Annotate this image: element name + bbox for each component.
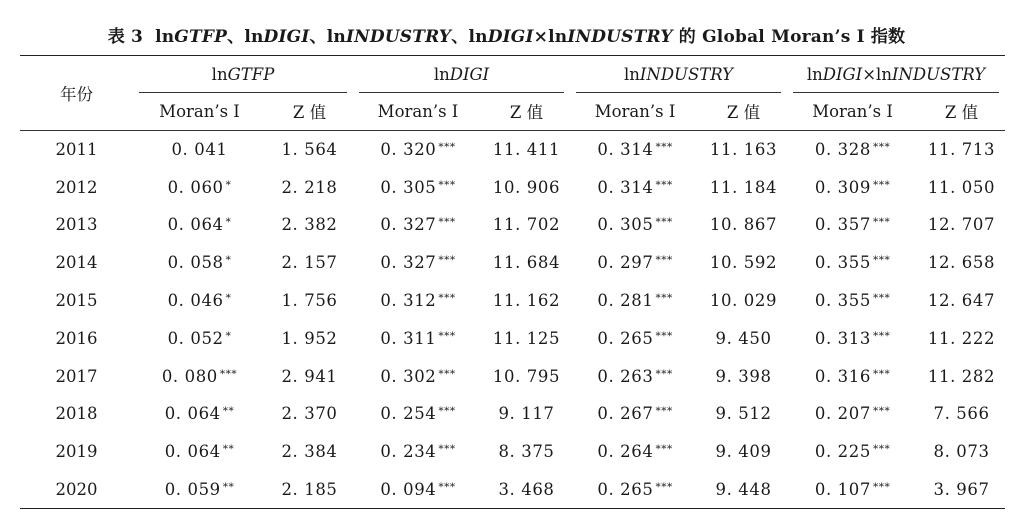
cell-value: 0. 357 xyxy=(814,215,871,235)
year-cell: 2014 xyxy=(55,253,98,273)
significance-stars: *** xyxy=(872,216,891,229)
z-value-cell xyxy=(266,206,353,244)
morans-i-cell xyxy=(133,471,266,509)
cell-value: 0. 314 xyxy=(597,177,654,197)
significance-stars: *** xyxy=(438,443,456,456)
significance-stars: *** xyxy=(438,367,456,380)
cell-value: 2. 941 xyxy=(281,366,338,386)
year-cell: 2015 xyxy=(55,291,98,311)
cell-value: 9. 409 xyxy=(715,442,772,462)
subheader-morans-i: Moran’s I xyxy=(787,93,918,131)
morans-i-cell xyxy=(133,282,266,320)
z-value-cell xyxy=(700,131,787,169)
cell-value: 11. 713 xyxy=(927,140,996,160)
cell-value: 9. 117 xyxy=(498,404,555,424)
subheader-morans-i: Moran’s I xyxy=(353,93,483,131)
morans-i-cell xyxy=(570,206,700,244)
z-value-cell xyxy=(700,168,787,206)
cell-value: 0. 309 xyxy=(814,177,871,197)
z-value-cell xyxy=(266,131,353,169)
significance-stars: *** xyxy=(872,329,891,342)
table-header xyxy=(20,56,1005,131)
cell-value: 0. 060 xyxy=(167,177,224,197)
cell-value: 10. 906 xyxy=(492,177,561,197)
table-number: 表 3 xyxy=(107,27,144,47)
significance-stars: *** xyxy=(872,443,891,456)
table-row xyxy=(20,395,1005,433)
z-value-cell xyxy=(483,168,570,206)
cell-value: 11. 282 xyxy=(927,366,996,386)
group-header-ln-digi-x-ln-industry xyxy=(787,56,1005,93)
group-header-ln-gtfp xyxy=(133,56,353,93)
z-value-cell xyxy=(266,471,353,509)
z-value-cell xyxy=(918,433,1005,471)
morans-i-cell xyxy=(570,357,700,395)
significance-stars: *** xyxy=(872,141,891,154)
table-row xyxy=(20,433,1005,471)
cell-value: 11. 125 xyxy=(492,328,561,348)
cell-value: 0. 281 xyxy=(597,291,654,311)
cell-value: 0. 267 xyxy=(597,404,654,424)
cell-value: 9. 512 xyxy=(715,404,772,424)
cell-value: 9. 398 xyxy=(715,366,772,386)
z-value-cell xyxy=(700,395,787,433)
significance-stars: *** xyxy=(655,178,673,191)
significance-stars: ** xyxy=(222,480,235,493)
group-header-ln-digi xyxy=(353,56,570,93)
cell-value: 0. 058 xyxy=(167,253,224,273)
z-value-cell xyxy=(483,244,570,282)
cell-value: 0. 305 xyxy=(597,215,654,235)
cell-value: 2. 185 xyxy=(281,479,338,499)
cell-value: 10. 592 xyxy=(709,253,778,273)
cell-value: 0. 225 xyxy=(814,442,871,462)
z-value-cell xyxy=(266,168,353,206)
cell-value: 0. 059 xyxy=(164,479,221,499)
cell-value: 0. 264 xyxy=(597,442,654,462)
significance-stars: *** xyxy=(438,405,456,418)
z-value-cell xyxy=(700,282,787,320)
year-column-header: 年份 xyxy=(20,56,133,131)
cell-value: 11. 050 xyxy=(927,177,996,197)
significance-stars: *** xyxy=(872,405,891,418)
cell-value: 0. 305 xyxy=(380,177,437,197)
morans-i-cell xyxy=(787,206,918,244)
z-value-cell xyxy=(483,206,570,244)
group-header-label: lnINDUSTRY xyxy=(623,64,734,84)
group-header-label: lnGTFP xyxy=(211,64,275,84)
cell-value: 9. 450 xyxy=(715,328,772,348)
cell-value: 10. 867 xyxy=(709,215,778,235)
morans-i-cell xyxy=(353,282,483,320)
cell-value: 10. 029 xyxy=(709,291,778,311)
table-caption xyxy=(0,22,1013,47)
morans-i-cell xyxy=(353,206,483,244)
cell-value: 11. 702 xyxy=(492,215,561,235)
cell-value: 12. 647 xyxy=(927,291,996,311)
cell-value: 11. 684 xyxy=(492,253,561,273)
z-value-cell xyxy=(483,471,570,509)
cell-value: 3. 967 xyxy=(933,479,990,499)
cell-value: 3. 468 xyxy=(498,479,555,499)
cell-value: 9. 448 xyxy=(715,479,772,499)
cell-value: 0. 064 xyxy=(167,215,224,235)
z-value-cell xyxy=(918,168,1005,206)
group-header-ln-industry xyxy=(570,56,787,93)
morans-i-cell xyxy=(353,168,483,206)
significance-stars: *** xyxy=(872,178,891,191)
cell-value: 0. 313 xyxy=(814,328,871,348)
morans-i-cell xyxy=(133,168,266,206)
cell-value: 0. 046 xyxy=(167,291,224,311)
significance-stars: *** xyxy=(655,443,673,456)
z-value-cell xyxy=(483,357,570,395)
significance-stars: *** xyxy=(438,480,456,493)
z-value-cell xyxy=(483,131,570,169)
significance-stars: *** xyxy=(872,254,891,267)
cell-value: 0. 064 xyxy=(164,442,221,462)
morans-i-cell xyxy=(570,471,700,509)
cell-value: 0. 328 xyxy=(814,140,871,160)
cell-value: 0. 312 xyxy=(380,291,437,311)
morans-i-cell xyxy=(353,357,483,395)
z-value-cell xyxy=(918,319,1005,357)
year-cell: 2012 xyxy=(55,177,98,197)
morans-i-cell xyxy=(570,433,700,471)
group-header-label: lnDIGI×lnINDUSTRY xyxy=(806,64,986,84)
significance-stars: *** xyxy=(438,292,456,305)
cell-value: 1. 952 xyxy=(281,328,338,348)
year-cell: 2013 xyxy=(55,215,98,235)
morans-i-cell xyxy=(353,319,483,357)
z-value-cell xyxy=(700,206,787,244)
significance-stars: *** xyxy=(438,254,456,267)
header-row-subcolumns xyxy=(20,93,1005,131)
significance-stars: *** xyxy=(655,292,673,305)
z-value-cell xyxy=(918,131,1005,169)
significance-stars: *** xyxy=(872,480,891,493)
subheader-z-value: Z 值 xyxy=(483,93,570,131)
significance-stars: *** xyxy=(438,178,456,191)
z-value-cell xyxy=(483,433,570,471)
cell-value: 12. 707 xyxy=(927,215,996,235)
z-value-cell xyxy=(266,395,353,433)
cell-value: 8. 073 xyxy=(933,442,990,462)
cell-value: 0. 327 xyxy=(380,253,437,273)
table-row xyxy=(20,357,1005,395)
cell-value: 1. 756 xyxy=(281,291,338,311)
z-value-cell xyxy=(266,244,353,282)
table-title: lnGTFP、lnDIGI、lnINDUSTRY、lnDIGI×lnINDUSTRY 的 Global Moran’s I 指数 xyxy=(155,27,906,47)
year-cell: 2019 xyxy=(55,442,98,462)
subheader-morans-i: Moran’s I xyxy=(133,93,266,131)
cell-value: 11. 411 xyxy=(492,140,561,160)
z-value-cell xyxy=(918,395,1005,433)
table-row xyxy=(20,471,1005,509)
morans-i-cell xyxy=(133,206,266,244)
morans-i-cell xyxy=(787,131,918,169)
significance-stars: * xyxy=(225,216,232,229)
significance-stars: *** xyxy=(655,254,673,267)
z-value-cell xyxy=(266,282,353,320)
morans-i-cell xyxy=(787,395,918,433)
cell-value: 0. 355 xyxy=(814,253,871,273)
morans-i-cell xyxy=(787,282,918,320)
cell-value: 11. 184 xyxy=(709,177,778,197)
cell-value: 11. 162 xyxy=(492,291,561,311)
morans-i-cell xyxy=(133,433,266,471)
cell-value: 0. 107 xyxy=(814,479,871,499)
significance-stars: ** xyxy=(222,405,235,418)
cell-value: 0. 234 xyxy=(380,442,437,462)
morans-i-cell xyxy=(353,395,483,433)
z-value-cell xyxy=(918,471,1005,509)
significance-stars: *** xyxy=(219,367,238,380)
cell-value: 11. 163 xyxy=(709,140,778,160)
cell-value: 0. 041 xyxy=(171,140,228,160)
year-cell: 2018 xyxy=(55,404,98,424)
morans-i-cell xyxy=(570,395,700,433)
table-body xyxy=(20,131,1005,509)
significance-stars: * xyxy=(225,178,232,191)
cell-value: 0. 052 xyxy=(167,328,224,348)
morans-i-cell xyxy=(133,319,266,357)
z-value-cell xyxy=(918,357,1005,395)
morans-i-cell xyxy=(133,131,266,169)
year-cell: 2016 xyxy=(55,328,98,348)
morans-i-cell xyxy=(787,244,918,282)
morans-i-cell xyxy=(787,357,918,395)
table-row xyxy=(20,131,1005,169)
morans-i-cell xyxy=(353,433,483,471)
morans-i-cell xyxy=(133,357,266,395)
morans-i-cell xyxy=(787,168,918,206)
significance-stars: *** xyxy=(655,367,673,380)
cell-value: 0. 297 xyxy=(597,253,654,273)
cell-value: 11. 222 xyxy=(927,328,996,348)
significance-stars: * xyxy=(225,329,232,342)
z-value-cell xyxy=(700,244,787,282)
z-value-cell xyxy=(918,282,1005,320)
cell-value: 0. 080 xyxy=(161,366,218,386)
subheader-morans-i: Moran’s I xyxy=(570,93,700,131)
cell-value: 0. 207 xyxy=(814,404,871,424)
cell-value: 0. 316 xyxy=(814,366,871,386)
significance-stars: *** xyxy=(655,329,673,342)
cell-value: 0. 314 xyxy=(597,140,654,160)
morans-i-table xyxy=(20,55,1005,509)
morans-i-cell xyxy=(570,244,700,282)
year-cell: 2011 xyxy=(55,140,98,160)
z-value-cell xyxy=(918,244,1005,282)
morans-i-cell xyxy=(133,395,266,433)
subheader-z-value: Z 值 xyxy=(266,93,353,131)
z-value-cell xyxy=(266,433,353,471)
cell-value: 2. 157 xyxy=(281,253,338,273)
cell-value: 1. 564 xyxy=(281,140,338,160)
significance-stars: *** xyxy=(655,480,673,493)
cell-value: 0. 265 xyxy=(597,479,654,499)
significance-stars: *** xyxy=(655,141,673,154)
table-row xyxy=(20,282,1005,320)
cell-value: 2. 218 xyxy=(281,177,338,197)
cell-value: 0. 302 xyxy=(380,366,437,386)
morans-i-cell xyxy=(353,471,483,509)
cell-value: 0. 064 xyxy=(164,404,221,424)
significance-stars: *** xyxy=(438,329,456,342)
cell-value: 0. 311 xyxy=(380,328,437,348)
z-value-cell xyxy=(700,357,787,395)
morans-i-cell xyxy=(353,244,483,282)
cell-value: 0. 355 xyxy=(814,291,871,311)
year-cell: 2017 xyxy=(55,366,98,386)
z-value-cell xyxy=(483,395,570,433)
cell-value: 2. 384 xyxy=(281,442,338,462)
cell-value: 7. 566 xyxy=(933,404,990,424)
morans-i-cell xyxy=(787,319,918,357)
table-row xyxy=(20,244,1005,282)
z-value-cell xyxy=(266,357,353,395)
header-row-groups xyxy=(20,56,1005,93)
cell-value: 10. 795 xyxy=(492,366,561,386)
significance-stars: * xyxy=(225,254,232,267)
significance-stars: ** xyxy=(222,443,235,456)
z-value-cell xyxy=(483,319,570,357)
morans-i-cell xyxy=(133,244,266,282)
cell-value: 0. 254 xyxy=(380,404,437,424)
z-value-cell xyxy=(266,319,353,357)
table-row xyxy=(20,319,1005,357)
significance-stars: * xyxy=(225,292,232,305)
group-header-label: lnDIGI xyxy=(433,64,490,84)
cell-value: 0. 320 xyxy=(380,140,437,160)
z-value-cell xyxy=(918,206,1005,244)
morans-i-cell xyxy=(787,471,918,509)
cell-value: 8. 375 xyxy=(498,442,555,462)
z-value-cell xyxy=(483,282,570,320)
significance-stars: *** xyxy=(438,216,456,229)
cell-value: 0. 327 xyxy=(380,215,437,235)
table-row xyxy=(20,168,1005,206)
cell-value: 2. 370 xyxy=(281,404,338,424)
cell-value: 0. 263 xyxy=(597,366,654,386)
subheader-z-value: Z 值 xyxy=(918,93,1005,131)
year-cell: 2020 xyxy=(20,471,133,509)
z-value-cell xyxy=(700,471,787,509)
morans-i-cell xyxy=(353,131,483,169)
morans-i-cell xyxy=(570,319,700,357)
subheader-z-value: Z 值 xyxy=(700,93,787,131)
morans-i-cell xyxy=(570,131,700,169)
morans-i-cell xyxy=(787,433,918,471)
cell-value: 0. 094 xyxy=(380,479,437,499)
z-value-cell xyxy=(700,433,787,471)
significance-stars: *** xyxy=(655,405,673,418)
significance-stars: *** xyxy=(438,141,456,154)
significance-stars: *** xyxy=(872,367,891,380)
morans-i-cell xyxy=(570,168,700,206)
cell-value: 0. 265 xyxy=(597,328,654,348)
significance-stars: *** xyxy=(655,216,673,229)
cell-value: 2. 382 xyxy=(281,215,338,235)
cell-value: 12. 658 xyxy=(927,253,996,273)
morans-i-cell xyxy=(570,282,700,320)
significance-stars: *** xyxy=(872,292,891,305)
z-value-cell xyxy=(700,319,787,357)
table-row xyxy=(20,206,1005,244)
